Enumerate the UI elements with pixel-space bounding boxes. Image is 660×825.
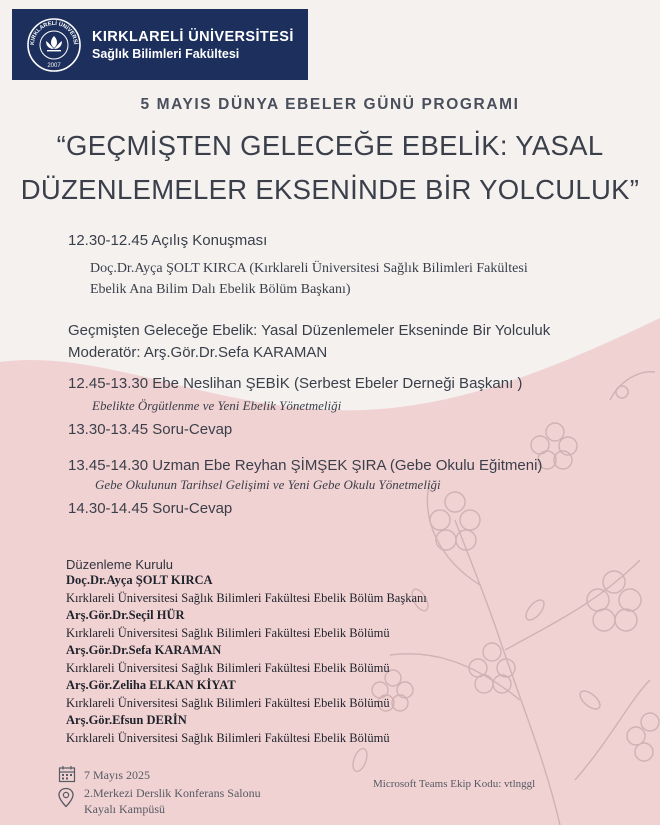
seal-year: 2007	[47, 62, 61, 69]
committee-member-name: Arş.Gör.Dr.Sefa KARAMAN	[66, 643, 222, 657]
main-title	[20, 124, 640, 212]
university-name: KIRKLARELİ ÜNİVERSİTESİ	[92, 28, 294, 45]
opening-speaker-line-2: Ebelik Ana Bilim Dalı Ebelik Bölüm Başkanı)	[90, 282, 351, 297]
panel-title: Geçmişten Geleceğe Ebelik: Yasal Düzenlemeler Ekseninde Bir Yolculuk	[68, 322, 551, 339]
committee-member-name: Arş.Gör.Zeliha ELKAN KİYAT	[66, 678, 236, 692]
university-seal	[26, 17, 82, 73]
session-1-line: 12.45-13.30 Ebe Neslihan ŞEBİK (Serbest Ebeler Derneği Başkanı )	[68, 375, 523, 392]
session-3-topic: Gebe Okulunun Tarihsel Gelişimi ve Yeni Gebe Okulu Yönetmeliği	[95, 477, 441, 492]
main-title-line-2: DÜZENLEMELER EKSENİNDE BİR YOLCULUK”	[20, 174, 640, 205]
teams-code: Microsoft Teams Ekip Kodu: vtlnggl	[373, 778, 536, 790]
committee-member-role: Kırklareli Üniversitesi Sağlık Bilimleri Fakültesi Ebelik Bölümü	[66, 661, 390, 675]
location-pin-icon	[57, 787, 75, 809]
committee-member-role: Kırklareli Üniversitesi Sağlık Bilimleri Fakültesi Ebelik Bölüm Başkanı	[66, 591, 427, 605]
session-3-line: 13.45-14.30 Uzman Ebe Reyhan ŞİMŞEK ŞIRA (Gebe Okulu Eğitmeni)	[68, 457, 543, 474]
committee-heading: Düzenleme Kurulu	[66, 557, 173, 572]
committee-member-name: Arş.Gör.Dr.Seçil HÜR	[66, 608, 185, 622]
event-location: 2.Merkezi Derslik Konferans Salonu	[84, 786, 261, 800]
calendar-icon	[58, 765, 76, 783]
committee-member-name: Doç.Dr.Ayça ŞOLT KIRCA	[66, 573, 213, 587]
seal-arc-text: KIRKLARELİ ÜNİVERSİ	[29, 20, 79, 45]
session-4-line: 14.30-14.45 Soru-Cevap	[68, 500, 233, 517]
faculty-name: Sağlık Bilimleri Fakültesi	[92, 46, 240, 61]
committee-member-role: Kırklareli Üniversitesi Sağlık Bilimleri Fakültesi Ebelik Bölümü	[66, 696, 390, 710]
opening-title: 12.30-12.45 Açılış Konuşması	[68, 232, 268, 249]
event-campus: Kayalı Kampüsü	[84, 802, 165, 816]
main-title-line-1: “GEÇMİŞTEN GELECEĞE EBELİK: YASAL	[56, 130, 604, 161]
session-1-topic: Ebelikte Örgütlenme ve Yeni Ebelik Yönetmeliği	[92, 398, 342, 413]
university-logo	[12, 9, 308, 80]
program-title: 5 MAYIS DÜNYA EBELER GÜNÜ PROGRAMI	[140, 96, 520, 113]
committee-member-role: Kırklareli Üniversitesi Sağlık Bilimleri Fakültesi Ebelik Bölümü	[66, 626, 390, 640]
session-2-line: 13.30-13.45 Soru-Cevap	[68, 421, 233, 438]
committee-member-name: Arş.Gör.Efsun DERİN	[66, 713, 187, 727]
event-date: 7 Mayıs 2025	[84, 768, 150, 782]
opening-speaker-line-1: Doç.Dr.Ayça ŞOLT KIRCA (Kırklareli Üniversitesi Sağlık Bilimleri Fakültesi	[90, 261, 528, 276]
panel-moderator: Moderatör: Arş.Gör.Dr.Sefa KARAMAN	[68, 344, 328, 361]
committee-member-role: Kırklareli Üniversitesi Sağlık Bilimleri Fakültesi Ebelik Bölümü	[66, 731, 390, 745]
